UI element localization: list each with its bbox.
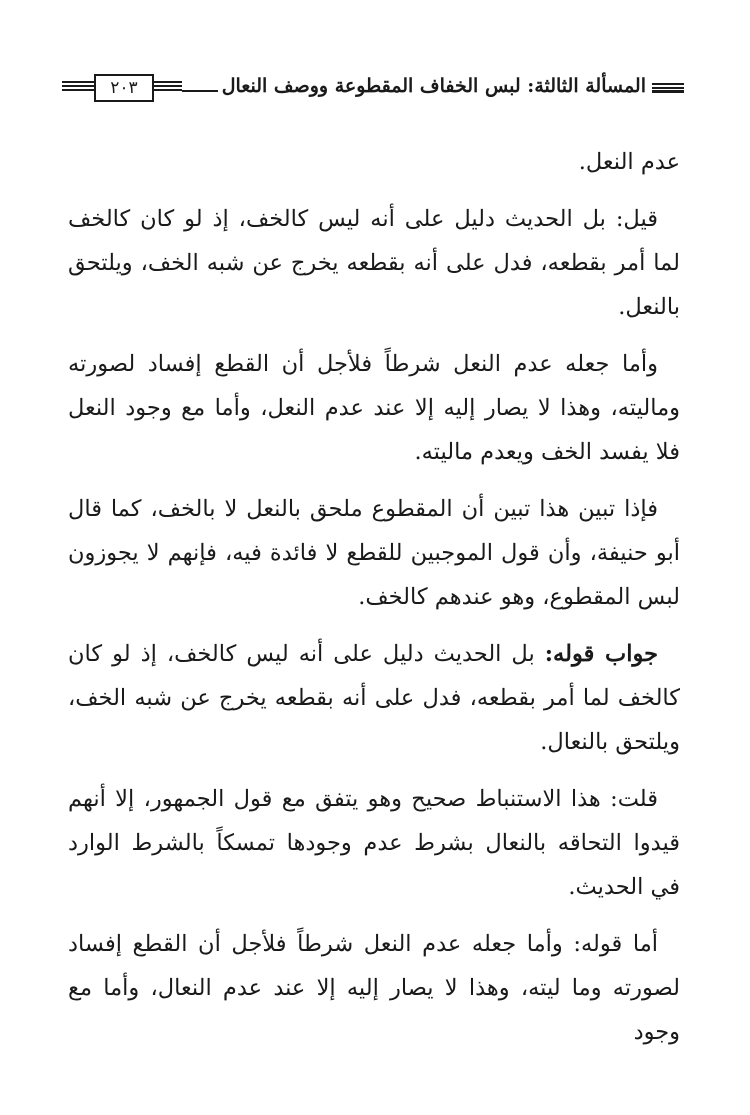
paragraph-text: وأما جعله عدم النعل شرطاً فلأجل أن القطع إفساد لصورته وماليته، وهذا لا يصار إليه إلا عند عدم النعل، وأما مع وجود النعل فلا يفسد الخف ويعدم ماليته. <box>68 351 680 465</box>
page-number-frame <box>62 70 182 104</box>
page-header <box>62 70 684 104</box>
paragraph-4 <box>68 487 680 619</box>
paragraph-1 <box>68 140 680 184</box>
paragraph-text: قيل: بل الحديث دليل على أنه ليس كالخف، إذ لو كان كالخف لما أمر بقطعه، فدل على أنه بقطعه يخرج عن شبه الخف، ويلتحق بالنعل. <box>68 206 680 320</box>
paragraph-text: أما قوله: وأما جعله عدم النعل شرطاً فلأجل أن القطع إفساد لصورته وما ليته، وهذا لا يصار إليه إلا عند عدم النعال، وأما مع وجود <box>68 931 680 1045</box>
paragraph-text: قلت: هذا الاستنباط صحيح وهو يتفق مع قول الجمهور، إلا أنهم قيدوا التحاقه بالنعال بشرط عدم وجودها تمسكاً بالشرط الوارد في الحديث. <box>68 786 680 900</box>
page-body <box>68 140 680 1067</box>
paragraph-text: فإذا تبين هذا تبين أن المقطوع ملحق بالنعل لا بالخف، كما قال أبو حنيفة، وأن قول الموجبين للقطع لا فائدة فيه، فإنهم لا يجوزون لبس المقطوع، وهو عندهم كالخف. <box>68 496 680 610</box>
page-number: ٢٠٣ <box>94 74 154 102</box>
paragraph-text: عدم النعل. <box>578 149 680 175</box>
paragraph-7 <box>68 922 680 1054</box>
paragraph-5 <box>68 632 680 764</box>
title-ornament-rule <box>652 83 684 95</box>
paragraph-2 <box>68 197 680 329</box>
paragraph-3 <box>68 342 680 474</box>
paragraph-6 <box>68 777 680 909</box>
running-title: المسألة الثالثة: لبس الخفاف المقطوعة ووصف النعال <box>218 72 652 100</box>
paragraph-text: بل الحديث دليل على أنه ليس كالخف، إذ لو كان كالخف لما أمر بقطعه، فدل على أنه بقطعه يخرج عن شبه الخف، ويلتحق بالنعال. <box>68 641 680 755</box>
paragraph-lead: جواب قوله: <box>544 641 659 667</box>
